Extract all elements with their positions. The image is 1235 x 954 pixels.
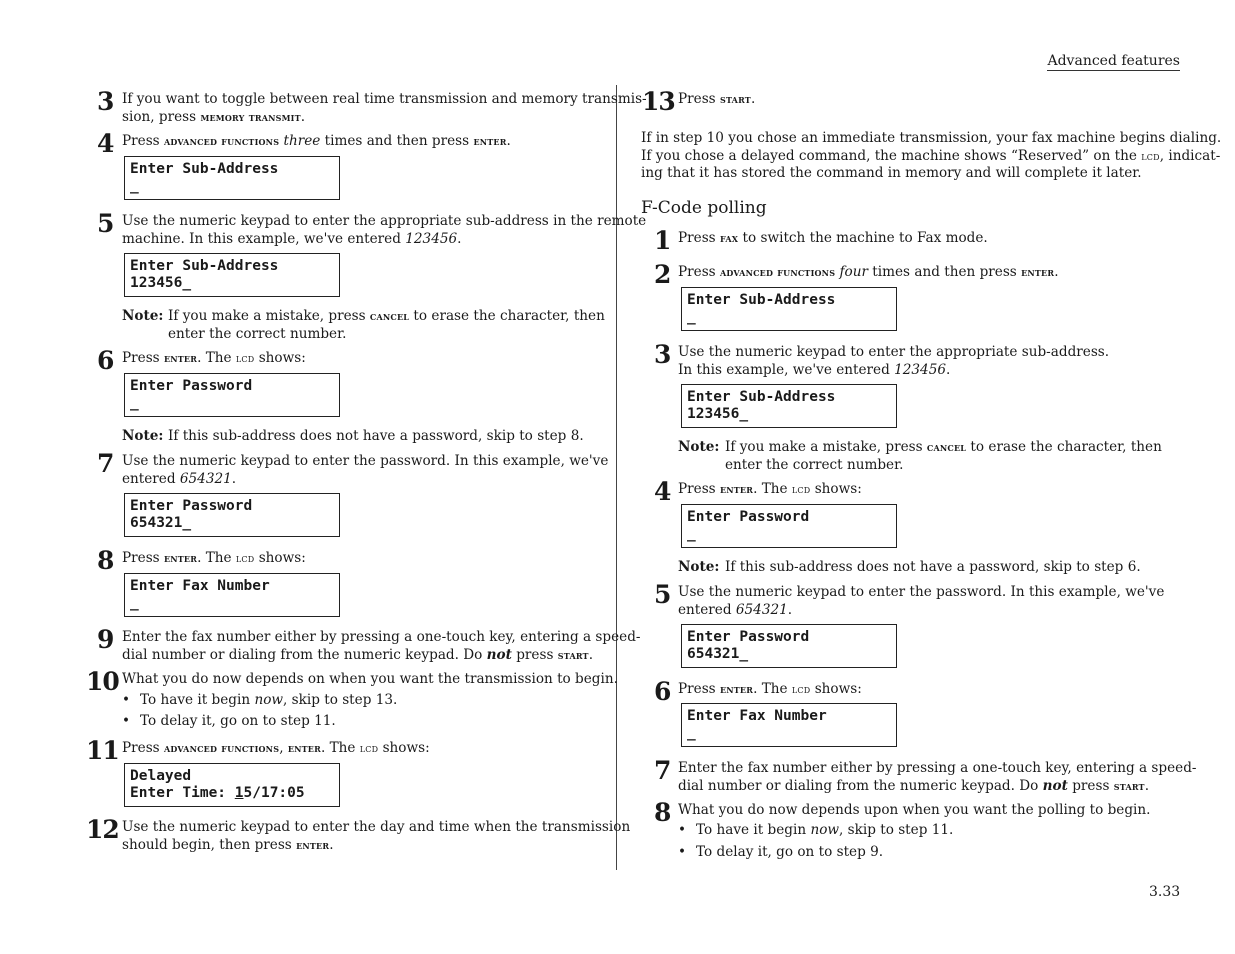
lcd-display: Enter Password 654321_ [681, 624, 897, 668]
step-number: 4 [97, 129, 114, 158]
note-label: Note: [122, 308, 164, 324]
step-text: Use the numeric keypad to enter the password. In this example, we've entered 654321. [122, 453, 609, 487]
page-number: 3.33 [1149, 884, 1181, 900]
lcd-display: Enter Fax Number _ [124, 573, 340, 617]
step-text: What you do now depends on when you want the transmission to begin. [122, 671, 618, 687]
step-text: Enter the fax number either by pressing a one-touch key, entering a speed- dial number or dialing from the numeric keypad. Do not press start. [678, 760, 1197, 794]
step-number: 3 [97, 87, 114, 116]
step-text: Use the numeric keypad to enter the day and time when the transmission should begin, then press enter. [122, 819, 631, 853]
list-item: • To delay it, go on to step 9. [678, 844, 884, 860]
step-number: 10 [86, 667, 119, 696]
list-item: • To have it begin now, skip to step 11. [678, 822, 954, 838]
step-number: 7 [654, 756, 671, 785]
lcd-display: Enter Sub-Address _ [124, 156, 340, 200]
running-header: Advanced features [1047, 53, 1180, 69]
step-text: Press advanced functions four times and then press enter. [678, 264, 1059, 280]
lcd-display: Delayed Enter Time: 15/17:05 [124, 763, 340, 807]
lcd-display: Enter Sub-Address 123456_ [124, 253, 340, 297]
step-number: 4 [654, 477, 671, 506]
lcd-display: Enter Password _ [124, 373, 340, 417]
note-text: If you make a mistake, press cancel to erase the character, then enter the correct number. [168, 308, 605, 342]
step-number: 6 [654, 677, 671, 706]
step-number: 12 [86, 815, 119, 844]
step-text: If you want to toggle between real time transmission and memory transmis- sion, press memory transmit. [122, 91, 647, 125]
step-text: Press enter. The lcd shows: [678, 481, 862, 497]
note-text: If this sub-address does not have a password, skip to step 8. [168, 428, 584, 444]
step-number: 2 [654, 260, 671, 289]
step-text: What you do now depends upon when you want the polling to begin. [678, 802, 1151, 818]
lcd-display: Enter Password 654321_ [124, 493, 340, 537]
step-number: 5 [97, 209, 114, 238]
step-text: Use the numeric keypad to enter the password. In this example, we've entered 654321. [678, 584, 1165, 618]
step-text: Press enter. The lcd shows: [678, 681, 862, 697]
list-item: • To have it begin now, skip to step 13. [122, 692, 398, 708]
step-text: Press advanced functions three times and then press enter. [122, 133, 511, 149]
step-number: 8 [97, 546, 114, 575]
step-text: Press advanced functions, enter. The lcd shows: [122, 740, 430, 756]
step-number: 13 [642, 87, 675, 116]
step-text: Press start. [678, 91, 756, 107]
lcd-display: Enter Sub-Address 123456_ [681, 384, 897, 428]
step-number: 5 [654, 580, 671, 609]
note-text: If this sub-address does not have a password, skip to step 6. [725, 559, 1141, 575]
step-number: 7 [97, 449, 114, 478]
step-number: 3 [654, 340, 671, 369]
lcd-display: Enter Fax Number _ [681, 703, 897, 747]
note-label: Note: [678, 439, 720, 455]
step-text: Press enter. The lcd shows: [122, 550, 306, 566]
step-text: Use the numeric keypad to enter the appropriate sub-address. In this example, we've entered 123456. [678, 344, 1110, 378]
step-text: Press enter. The lcd shows: [122, 350, 306, 366]
step-number: 6 [97, 346, 114, 375]
note-label: Note: [122, 428, 164, 444]
paragraph: If in step 10 you chose an immediate transmission, your fax machine begins dialing. If you chose a delayed command, the machine shows “Reserved” on the lcd, indicat- ing that it has stored the command in memory and will complete it later. [641, 130, 1222, 181]
step-number: 1 [654, 226, 671, 255]
step-text: Use the numeric keypad to enter the appropriate sub-address in the remote machine. In this example, we've entered 123456. [122, 213, 647, 247]
column-divider [616, 85, 617, 870]
list-item: • To delay it, go on to step 11. [122, 713, 336, 729]
lcd-display: Enter Sub-Address _ [681, 287, 897, 331]
step-text: Press fax to switch the machine to Fax mode. [678, 230, 988, 246]
section-heading: F-Code polling [641, 198, 767, 218]
step-number: 11 [86, 736, 119, 765]
step-number: 8 [654, 798, 671, 827]
step-text: Enter the fax number either by pressing a one-touch key, entering a speed- dial number or dialing from the numeric keypad. Do not press start. [122, 629, 641, 663]
step-number: 9 [97, 625, 114, 654]
note-label: Note: [678, 559, 720, 575]
lcd-display: Enter Password _ [681, 504, 897, 548]
note-text: If you make a mistake, press cancel to erase the character, then enter the correct number. [725, 439, 1162, 473]
